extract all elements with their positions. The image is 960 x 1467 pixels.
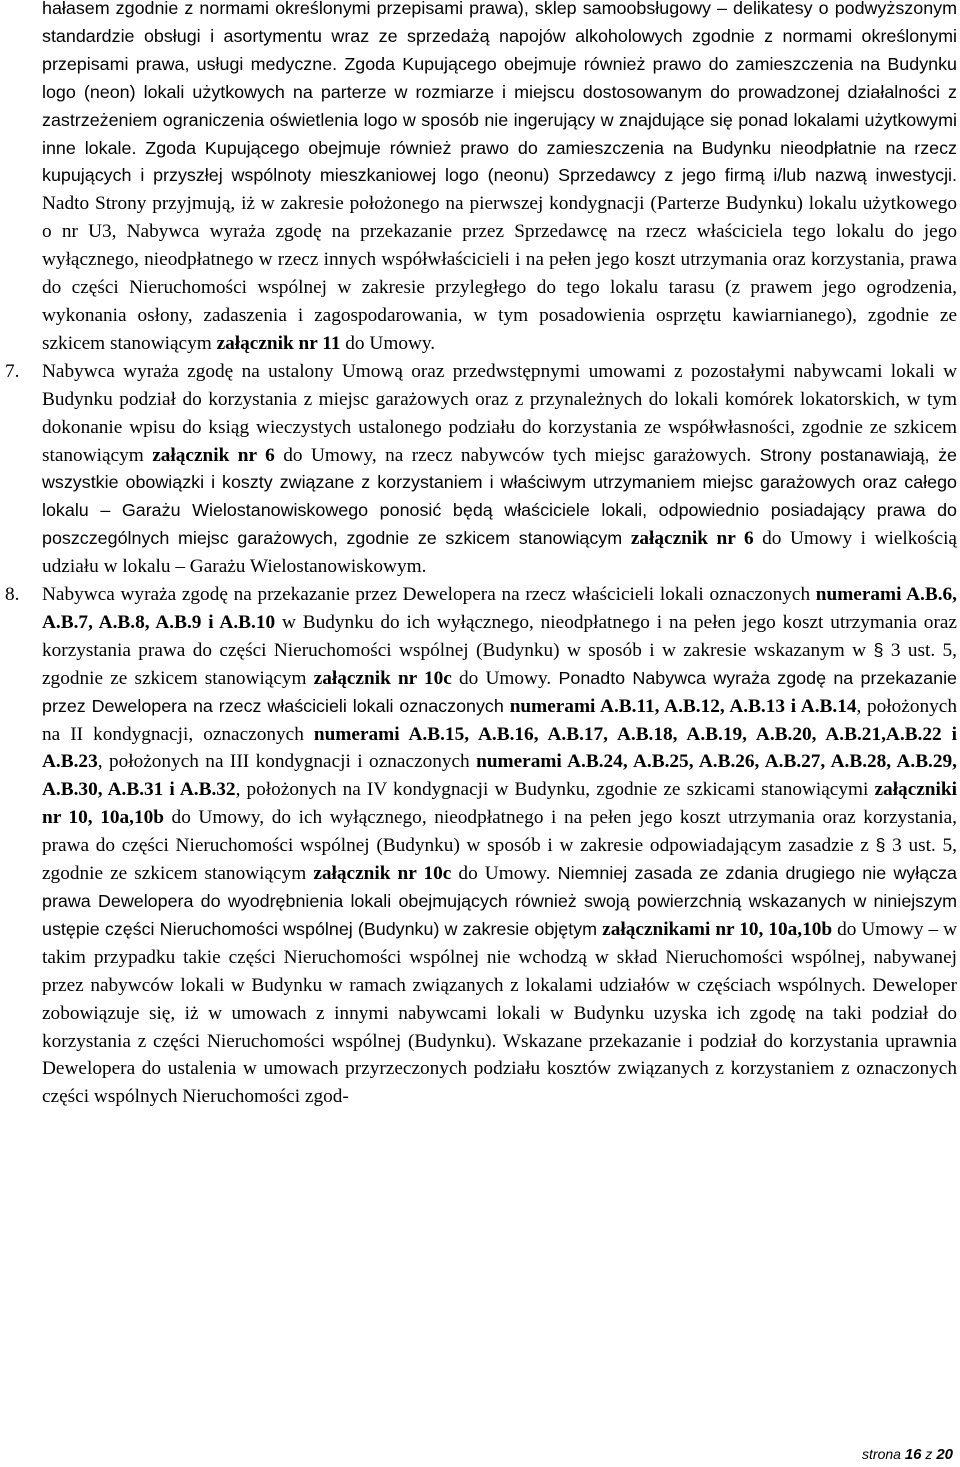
section-sign: § [875, 835, 886, 856]
text-segment: do Umowy, do ich wyłącznego, nieodpłatnego i na pełen jego koszt utrzymania oraz korzystania, prawa do części Nieruchomości wspólnej (Budynku) w sposób i w zakresie odpowiadającym zasadzie z [42, 807, 957, 857]
footer-prefix: strona [862, 1446, 901, 1462]
text-segment: Nabywca wyraża zgodę na przekazanie przez Dewelopera na rzecz właścicieli lokali oznaczonych [42, 584, 816, 606]
section-sign: § [873, 639, 884, 660]
attachment-reference: załączniki nr 10, 10a,10b [42, 779, 957, 829]
item-number: 7. [5, 360, 20, 382]
attachment-reference: załącznik nr 10c [313, 667, 452, 689]
text-segment: 3 ust. 5, zgodnie ze szkicem stanowiącym [42, 639, 957, 689]
text-segment: 3 ust. 5, zgodnie ze szkicem stanowiącym [42, 835, 957, 885]
attachment-reference: załącznikami nr 10, 10a,10b [602, 918, 833, 940]
text-segment: Zgoda Kupującego obejmuje również prawo do zamieszczenia na Budynku nieodpłatnie na rzecz kupujących i przyszłej wspólnoty mieszkaniowej logo (neonu) Sprzedawcy z jego firmą i/lub nazwą inwestycji. [42, 137, 957, 186]
text-segment: do Umowy. [340, 332, 436, 354]
text-segment: Niemniej zasada ze zdania drugiego nie wyłącza prawa Dewelopera do wyodrębnienia lokali obejmujących również swoją powierzchnią wskazanych w niniejszym ustępie części Nieruchomości wspólnej (Budynku) w zakresie objętym [42, 863, 958, 939]
text-segment: w Budynku do ich wyłącznego, nieodpłatnego i na pełen jego koszt utrzymania oraz korzystania prawa do części Nieruchomości wspólnej (Budynku) w sposób i w zakresie wskazanym w [42, 611, 957, 661]
current-page-number: 16 [904, 1446, 922, 1463]
attachment-reference: załącznik nr 6 [152, 444, 275, 466]
text-segment: do Umowy, na rzecz nabywców tych miejsc garażowych. [274, 444, 752, 466]
text-segment: Strony postanawiają, że wszystkie obowiązki i koszty związane z korzystaniem i właściwym utrzymaniem miejsc garażowych oraz całego lokalu – Garażu Wielostanowiskowego ponosić będą właściciele lokali, odpowiednio posiadający prawa do poszczególnych miejsc garażowych, zgodnie ze szkicem stanowiącym [42, 444, 958, 549]
text-segment: do Umowy – w takim przypadku takie części Nieruchomości wspólnej nie wchodzą w skład Nieruchomości wspólnej, nabywanej przez nabywców lokali w Budynku w ramach związanych z lokalami udziałów w częściach wspólnych. Deweloper zobowiązuje się, iż w umowach z innymi nabywcami lokali w Budynku uzyska ich zgodę na taki podział do korzystania z części Nieruchomości wspólnej (Budynku). Wskazane przekazanie i podział do korzystania uprawnia Dewelopera do ustalenia w umowach przyrzeczonych podziału kosztów związanych z korzystaniem z oznaczonych części wspólnych Nieruchomości zgod- [42, 918, 957, 1108]
text-segment: , położonych na III kondygnacji i oznaczonych [97, 751, 477, 773]
total-pages: 20 [936, 1446, 953, 1463]
paragraph-6-continuation [42, 0, 957, 358]
unit-numbers: numerami A.B.11, A.B.12, A.B.13 i A.B.14 [509, 695, 857, 717]
unit-numbers: numerami A.B.24, A.B.25, A.B.26, A.B.27, A.B.28, A.B.29, A.B.30, A.B.31 i A.B.32 [42, 751, 957, 801]
text-segment: Nadto Strony przyjmują, iż w zakresie położonego na pierwszej kondygnacji (Parterze Budynku) lokalu użytkowego o nr U3, Nabywca wyraża zgodę na przekazanie przez Sprzedawcę na rzecz właściciela tego lokalu do jego wyłącznego, nieodpłatnego w rzecz innych współwłaścicieli i na pełen jego koszt utrzymania oraz korzystania, prawa do części Nieruchomości wspólnej w zakresie przyległego do tego lokalu tarasu (z prawem jego ogrodzenia, wykonania osłony, zadaszenia i zagospodarowania, w tym posadowienia osprzętu kawiarnianego), zgodnie ze szkicem stanowiącym [42, 193, 957, 354]
text-segment: do Umowy i wielkością udziału w lokalu – Garażu Wielostanowiskowym. [42, 528, 957, 578]
text-segment: do Umowy. [451, 667, 552, 689]
text-segment: hałasem zgodnie z normami określonymi przepisami prawa), sklep samoobsługowy – delikatesy o podwyższonym standardzie obsługi i asortymentu wraz ze sprzedażą napojów alkoholowych zgodnie z normami określonymi przepisami prawa, usługi medyczne. Zgoda Kupującego obejmuje również prawo do zamieszczenia na Budynku logo (neon) lokali użytkowych na parterze w rozmiarze i miejscu dostosowanym do prowadzonej działalności z zastrzeżeniem ograniczenia oświetlenia logo w sposób nie ingerujący w znajdujące się ponad lokalami użytkowymi inne lokale. [42, 0, 957, 158]
attachment-reference: załącznik nr 10c [313, 863, 452, 885]
text-segment: do Umowy. [451, 863, 551, 885]
text-segment: , położonych na II kondygnacji, oznaczonych [42, 695, 957, 745]
attachment-reference: załącznik nr 6 [630, 528, 754, 550]
footer-separator: z [925, 1446, 933, 1462]
paragraph-7 [5, 358, 958, 581]
page-footer [862, 1446, 953, 1463]
item-number: 8. [5, 584, 20, 606]
unit-numbers: numerami A.B.15, A.B.16, A.B.17, A.B.18, A.B.19, A.B.20, A.B.21,A.B.22 i A.B.23 [42, 723, 957, 773]
paragraph-8 [5, 581, 958, 1111]
text-segment: , położonych na IV kondygnacji w Budynku, zgodnie ze szkicami stanowiącymi [235, 779, 875, 801]
unit-numbers: numerami A.B.6, A.B.7, A.B.8, A.B.9 i A.B.10 [42, 584, 957, 633]
attachment-reference: załącznik nr 11 [216, 332, 341, 354]
text-segment: Nabywca wyraża zgodę na ustalony Umową oraz przedwstępnymi umowami z pozostałymi nabywcami lokali w Budynku podział do korzystania z miejsc garażowych oraz z przynależnych do lokali komórek lokatorskich, w tym dokonanie wpisu do ksiąg wieczystych ustalonego podziału do korzystania ze współwłasności, zgodnie ze szkicem stanowiącym [42, 360, 957, 466]
text-segment: Ponadto Nabywca wyraża zgodę na przekazanie przez Dewelopera na rzecz właścicieli lokali oznaczonych [42, 667, 958, 716]
